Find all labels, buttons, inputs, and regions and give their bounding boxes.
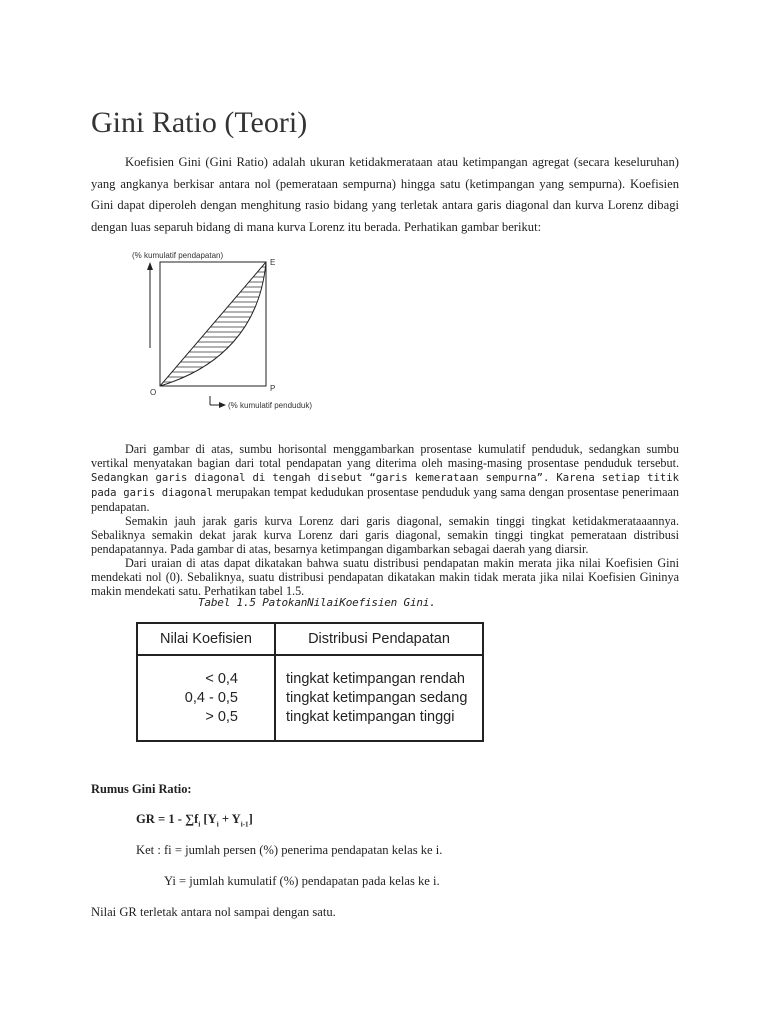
formula-sub-i: i bbox=[198, 820, 201, 829]
formula-plus: + Y bbox=[218, 812, 241, 826]
formula-heading: Rumus Gini Ratio: bbox=[91, 782, 192, 796]
point-o-label: O bbox=[150, 388, 157, 397]
table-row bbox=[137, 655, 483, 741]
header-nilai-koefisien: Nilai Koefisien bbox=[137, 623, 275, 655]
distribution-low: tingkat ketimpangan rendah bbox=[286, 671, 465, 687]
paragraph-2-mono-text: Sedangkan garis diagonal di tengah disebut “garis kemerataan sempurna”. Karena setiap titik pada garis diagonal bbox=[91, 472, 679, 499]
intro-paragraph: Koefisien Gini (Gini Ratio) adalah ukuran ketidakmerataan atau ketimpangan agregat (secara keseluruhan) yang angkanya berkisar antara nol (pemerataan sempurna) hingga satu (ketimpangan yang sempurna). Koefisien Gini dapat diperoleh dengan menghitung rasio bidang yang terletak antara garis diagonal dan kurva Lorenz dibagi dengan luas separuh bidang di mana kurva Lorenz itu berada. Perhatikan gambar berikut: bbox=[91, 155, 679, 234]
range-mid: 0,4 - 0,5 bbox=[184, 690, 238, 706]
range-low: < 0,4 bbox=[205, 671, 238, 687]
header-distribusi-pendapatan: Distribusi Pendapatan bbox=[275, 623, 483, 655]
gini-formula bbox=[136, 812, 253, 829]
formula-note-fi: Ket : fi = jumlah persen (%) penerima pendapatan kelas ke i. bbox=[136, 843, 443, 857]
table-caption: Tabel 1.5 PatokanNilaiKoefisien Gini. bbox=[198, 596, 436, 609]
range-high: > 0,5 bbox=[205, 709, 238, 725]
x-axis-label: (% kumulatif penduduk) bbox=[228, 401, 313, 410]
paragraph-4: Dari uraian di atas dapat dikatakan bahwa suatu distribusi pendapatan makin merata jika nilai Koefisien Gini mendekati nol (0). Sebaliknya, suatu distribusi pendapatan dikatakan makin tidak merata jika nilai Koefisien Gininya makin mendekati satu. Perhatikan tabel 1.5. bbox=[91, 556, 679, 598]
point-p-label: P bbox=[270, 384, 276, 393]
equality-diagonal-line bbox=[160, 262, 266, 386]
distribution-high: tingkat ketimpangan tinggi bbox=[286, 709, 455, 725]
lorenz-curve-figure bbox=[120, 248, 360, 418]
table-header-row bbox=[137, 623, 483, 655]
formula-note-yi: Yi = jumlah kumulatif (%) pendapatan pada kelas ke i. bbox=[164, 874, 440, 888]
paragraph-2-text: Dari gambar di atas, sumbu horisontal menggambarkan prosentase kumulatif penduduk, sedangkan sumbu vertikal menyatakan bagian dari total pendapatan yang diterima oleh masing-masing prosentase penduduk tersebut. bbox=[91, 442, 679, 470]
explanation-block bbox=[91, 442, 679, 598]
paragraph-2-end: merupakan tempat kedudukan prosentase penduduk yang sama dengan prosentase penerimaan pendapatan. bbox=[91, 485, 680, 514]
range-cell bbox=[137, 655, 275, 741]
distribution-mid: tingkat ketimpangan sedang bbox=[286, 690, 468, 706]
gr-range-note: Nilai GR terletak antara nol sampai dengan satu. bbox=[91, 905, 336, 919]
lorenz-curve-diagram bbox=[120, 248, 360, 418]
formula-sub-i2: i bbox=[216, 820, 219, 829]
paragraph-2 bbox=[91, 442, 679, 514]
distribution-cell bbox=[275, 655, 483, 741]
formula-lead: GR = 1 - ∑f bbox=[136, 812, 199, 826]
paragraph-3: Semakin jauh jarak garis kurva Lorenz dari garis diagonal, semakin tinggi tingkat ketidakmerataaannya. Sebaliknya semakin dekat jarak kurva Lorenz dari garis diagonal, semakin tinggi tingkat pemerataan distribusi pendapatannya. Pada gambar di atas, besarnya ketimpangan digambarkan sebagai daerah yang diarsir. bbox=[91, 514, 679, 556]
x-arrow-head bbox=[219, 402, 226, 408]
formula-close: ] bbox=[248, 812, 253, 826]
page-title: Gini Ratio (Teori) bbox=[91, 106, 308, 139]
y-axis-label: (% kumulatif pendapatan) bbox=[132, 251, 224, 260]
formula-sub-i1: i-1 bbox=[240, 820, 249, 829]
gini-table bbox=[136, 622, 484, 742]
y-arrow-head bbox=[147, 262, 153, 270]
point-e-label: E bbox=[270, 258, 276, 267]
formula-mid: [Y bbox=[200, 812, 217, 826]
